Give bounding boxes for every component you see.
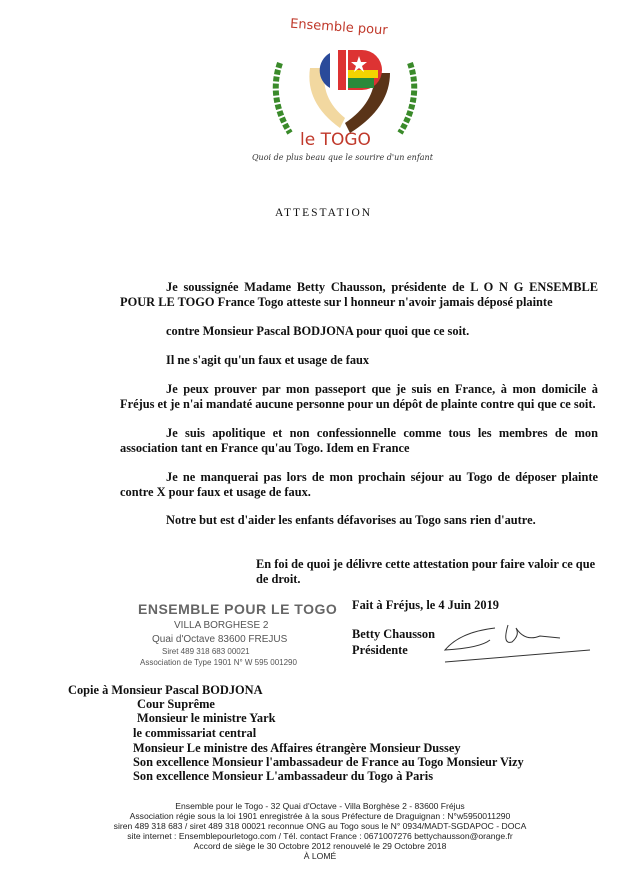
body-line: association tant en France qu'au Togo. Idem en France (120, 441, 410, 455)
copy-recipient: Son excellence Monsieur L'ambassadeur du Togo à Paris (133, 769, 434, 783)
body-line: Notre but est d'aider les enfants défavorises au Togo sans rien d'autre. (166, 513, 536, 527)
body-line: POUR LE TOGO France Togo atteste sur l honneur n'avoir jamais déposé plainte (120, 295, 553, 309)
footer-line: Association régie sous la loi 1901 enregistrée à la sous Préfecture de Draguignan : N°w5950011290 (129, 811, 511, 821)
footer-line: À LOMÉ (303, 851, 337, 861)
stamp-line: Association de Type 1901 N° W 595 001290 (140, 658, 297, 667)
body-line: Je soussignée Madame Betty Chausson, présidente de L O N G ENSEMBLE (166, 280, 598, 294)
place-date: Fait à Fréjus, le 4 Juin 2019 (352, 598, 499, 612)
logo-motto: Quoi de plus beau que le sourire d'un enfant (252, 153, 433, 162)
copy-recipient: Monsieur le ministre Yark (137, 711, 276, 725)
body-line: Fréjus et je n'ai mandaté aucune personne pour un dépôt de plainte contre qui que ce soit. (120, 397, 596, 411)
signatory-role: Présidente (352, 643, 408, 657)
body-line: Je peux prouver par mon passeport que je suis en France, à mon domicile à (166, 382, 598, 396)
body-line: En foi de quoi je délivre cette attestation pour faire valoir ce que (256, 557, 596, 571)
body-line: Il ne s'agit qu'un faux et usage de faux (166, 353, 370, 367)
copy-recipient: Copie à Monsieur Pascal BODJONA (68, 683, 263, 697)
body-line: Je ne manquerai pas lors de mon prochain séjour au Togo de déposer plainte (166, 470, 598, 484)
handwritten-signature-icon (440, 620, 600, 670)
stamp-line: VILLA BORGHESE 2 (174, 620, 269, 631)
body-line: contre Monsieur Pascal BODJONA pour quoi que ce soit. (166, 324, 470, 338)
copy-recipient: Son excellence Monsieur l'ambassadeur de France au Togo Monsieur Vizy (133, 755, 524, 769)
copy-recipient: Cour Suprême (137, 697, 215, 711)
signatory-name: Betty Chausson (352, 627, 435, 641)
footer-line: Accord de siège le 30 Octobre 2012 renouvelé le 29 Octobre 2018 (193, 841, 447, 851)
logo-top-text: Ensemble pour (289, 16, 389, 39)
footer-line: siren 489 318 683 / siret 489 318 00021 reconnue ONG au Togo sous le N° 0934/MADT-SGDAPOC - DOCA (113, 821, 527, 831)
copy-recipient: Monsieur Le ministre des Affaires étrangère Monsieur Dussey (133, 741, 461, 755)
body-line: contre X pour faux et usage de faux. (120, 485, 311, 499)
stamp-line: Siret 489 318 683 00021 (162, 647, 250, 656)
logo-bottom-text: le TOGO (300, 130, 371, 150)
footer-line: site internet : Ensemblepourletogo.com / Tél. contact France : 0671007276 bettychausson@orange.fr (127, 831, 513, 841)
copy-recipient: le commissariat central (133, 726, 257, 740)
footer-line: Ensemble pour le Togo - 32 Quai d'Octave - Villa Borghèse 2 - 83600 Fréjus (175, 801, 465, 811)
stamp-line: ENSEMBLE POUR LE TOGO (138, 601, 338, 617)
document-title: ATTESTATION (275, 207, 373, 219)
stamp-line: Quai d'Octave 83600 FREJUS (152, 634, 288, 645)
body-line: Je suis apolitique et non confessionnelle comme tous les membres de mon (166, 426, 598, 440)
body-line: de droit. (256, 572, 301, 586)
logo (250, 18, 440, 168)
